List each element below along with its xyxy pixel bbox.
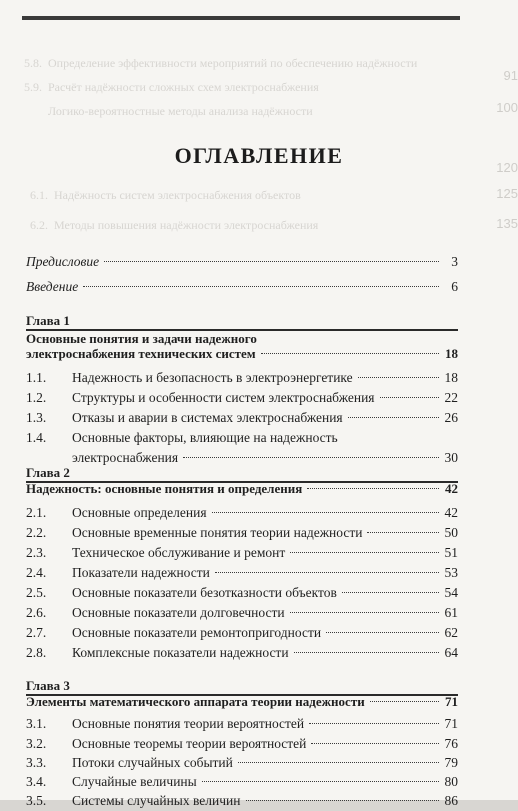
toc-section[interactable] xyxy=(26,645,458,663)
chapter-title: электроснабжения технических систем xyxy=(26,346,256,361)
section-label: Основные показатели долговечности xyxy=(72,605,285,620)
section-label: электроснабжения xyxy=(72,450,179,465)
bleed-through: 6.2. Методы повышения надёжности электроснабжения xyxy=(0,218,319,232)
leader-dots xyxy=(370,700,439,702)
section-number: 2.5. xyxy=(26,585,47,600)
toc-page-number: 61 xyxy=(444,605,458,620)
toc-page-number: 76 xyxy=(444,736,458,751)
section-label: Структуры и особенности систем электроснабжения xyxy=(72,390,375,405)
bleed-through: 6.1. Надёжность систем электроснабжения объектов xyxy=(0,188,301,202)
toc-section[interactable] xyxy=(26,755,458,773)
toc-page-number: 3 xyxy=(451,254,458,269)
toc-page-number: 22 xyxy=(444,390,458,405)
page-title: ОГЛАВЛЕНИЕ xyxy=(174,143,344,168)
bleed-through: 5.8. Определение эффективности мероприятий по обеспечению надёжности xyxy=(0,56,418,70)
chapter-title-row[interactable] xyxy=(26,481,458,499)
leader-dots xyxy=(246,799,440,801)
chapter-title-row[interactable] xyxy=(26,346,458,364)
toc-section[interactable] xyxy=(26,736,458,754)
toc-page-number: 53 xyxy=(444,565,458,580)
toc-page-number: 79 xyxy=(444,755,458,770)
section-label: Основные показатели безотказности объектов xyxy=(72,585,337,600)
section-label: Надежность и безопасность в электроэнергетике xyxy=(72,370,353,385)
toc-section[interactable] xyxy=(26,390,458,408)
bleed-through: 91 xyxy=(503,68,518,83)
section-number: 1.2. xyxy=(26,390,47,405)
leader-dots xyxy=(326,631,439,633)
leader-dots xyxy=(367,531,439,533)
toc-page-number: 30 xyxy=(444,450,458,465)
toc-page-number: 80 xyxy=(444,774,458,789)
chapter-heading: Глава 1 xyxy=(26,313,70,328)
bleed-through: 5.9. Расчёт надёжности сложных схем электроснабжения xyxy=(0,80,319,94)
toc-section-line2[interactable] xyxy=(26,450,458,468)
toc-entry-label: Введение xyxy=(26,279,79,294)
bleed-through: Логико-вероятностные методы анализа надёжности xyxy=(0,104,313,118)
chapter-title: Надежность: основные понятия и определения xyxy=(26,481,303,496)
section-number: 1.1. xyxy=(26,370,47,385)
section-number: 1.3. xyxy=(26,410,47,425)
leader-dots xyxy=(183,456,439,458)
toc-page-number: 64 xyxy=(444,645,458,660)
section-label: Основные показатели ремонтопригодности xyxy=(72,625,322,640)
leader-dots xyxy=(348,416,439,418)
leader-dots xyxy=(212,511,439,513)
leader-dots xyxy=(83,285,439,287)
bleed-through: 125 xyxy=(496,186,518,201)
toc-section[interactable] xyxy=(26,525,458,543)
section-number: 2.4. xyxy=(26,565,47,580)
section-label: Основные факторы, влияющие на надежность xyxy=(72,430,338,445)
leader-dots xyxy=(290,551,439,553)
toc-page-number: 51 xyxy=(444,545,458,560)
toc-page-number: 6 xyxy=(451,279,458,294)
leader-dots xyxy=(380,396,439,398)
toc-section[interactable] xyxy=(26,545,458,563)
section-label: Основные понятия теории вероятностей xyxy=(72,716,305,731)
toc-entry-introduction[interactable] xyxy=(26,279,458,297)
toc-section[interactable] xyxy=(26,585,458,603)
bleed-through: 100 xyxy=(496,100,518,115)
section-number: 3.3. xyxy=(26,755,47,770)
leader-dots xyxy=(202,780,439,782)
chapter-title: Основные понятия и задачи надежного xyxy=(26,331,257,346)
header-rule xyxy=(22,16,460,20)
toc-section[interactable] xyxy=(26,565,458,583)
toc-page-number: 26 xyxy=(444,410,458,425)
section-label: Потоки случайных событий xyxy=(72,755,233,770)
leader-dots xyxy=(307,487,439,489)
leader-dots xyxy=(238,761,439,763)
leader-dots xyxy=(294,651,439,653)
chapter-title-row[interactable] xyxy=(26,694,458,712)
section-number: 2.8. xyxy=(26,645,47,660)
leader-dots xyxy=(309,722,439,724)
section-number: 3.1. xyxy=(26,716,47,731)
section-label: Показатели надежности xyxy=(72,565,210,580)
section-label: Системы случайных величин xyxy=(72,793,241,808)
section-number: 2.7. xyxy=(26,625,47,640)
toc-page-number: 62 xyxy=(444,625,458,640)
leader-dots xyxy=(311,742,439,744)
chapter-heading: Глава 2 xyxy=(26,465,70,480)
section-number: 2.1. xyxy=(26,505,47,520)
section-number: 2.3. xyxy=(26,545,47,560)
toc-page-number: 86 xyxy=(444,793,458,808)
bleed-through: 120 xyxy=(496,160,518,175)
leader-dots xyxy=(261,352,439,354)
toc-section[interactable] xyxy=(26,505,458,523)
leader-dots xyxy=(342,591,439,593)
toc-section[interactable] xyxy=(26,774,458,792)
section-number: 3.2. xyxy=(26,736,47,751)
section-number: 3.5. xyxy=(26,793,47,808)
toc-page-number: 18 xyxy=(445,346,458,361)
section-number: 2.6. xyxy=(26,605,47,620)
section-label: Основные определения xyxy=(72,505,207,520)
section-label: Комплексные показатели надежности xyxy=(72,645,289,660)
section-label: Случайные величины xyxy=(72,774,197,789)
toc-section[interactable] xyxy=(26,793,458,811)
toc-section[interactable] xyxy=(26,716,458,734)
chapter-title: Элементы математического аппарата теории надежности xyxy=(26,694,365,709)
leader-dots xyxy=(290,611,439,613)
toc-page-number: 42 xyxy=(444,505,458,520)
toc-entry-preface[interactable] xyxy=(26,254,458,272)
leader-dots xyxy=(104,260,439,262)
toc-page-number: 54 xyxy=(444,585,458,600)
leader-dots xyxy=(358,376,439,378)
toc-section[interactable] xyxy=(26,625,458,643)
toc-page-number: 50 xyxy=(444,525,458,540)
section-number: 2.2. xyxy=(26,525,47,540)
chapter-heading: Глава 3 xyxy=(26,678,70,693)
section-number: 1.4. xyxy=(26,430,47,445)
toc-page-number: 42 xyxy=(445,481,458,496)
leader-dots xyxy=(215,571,439,573)
toc-entry-label: Предисловие xyxy=(26,254,100,269)
toc-page-number: 71 xyxy=(444,716,458,731)
toc-section-line1[interactable] xyxy=(26,430,458,448)
toc-section[interactable] xyxy=(26,410,458,428)
toc-section[interactable] xyxy=(26,605,458,623)
toc-page-number: 18 xyxy=(444,370,458,385)
bleed-through: 135 xyxy=(496,216,518,231)
section-label: Отказы и аварии в системах электроснабжения xyxy=(72,410,343,425)
section-label: Техническое обслуживание и ремонт xyxy=(72,545,286,560)
toc-page-number: 71 xyxy=(445,694,458,709)
toc-section[interactable] xyxy=(26,370,458,388)
section-number: 3.4. xyxy=(26,774,47,789)
section-label: Основные теоремы теории вероятностей xyxy=(72,736,307,751)
section-label: Основные временные понятия теории надежности xyxy=(72,525,363,540)
